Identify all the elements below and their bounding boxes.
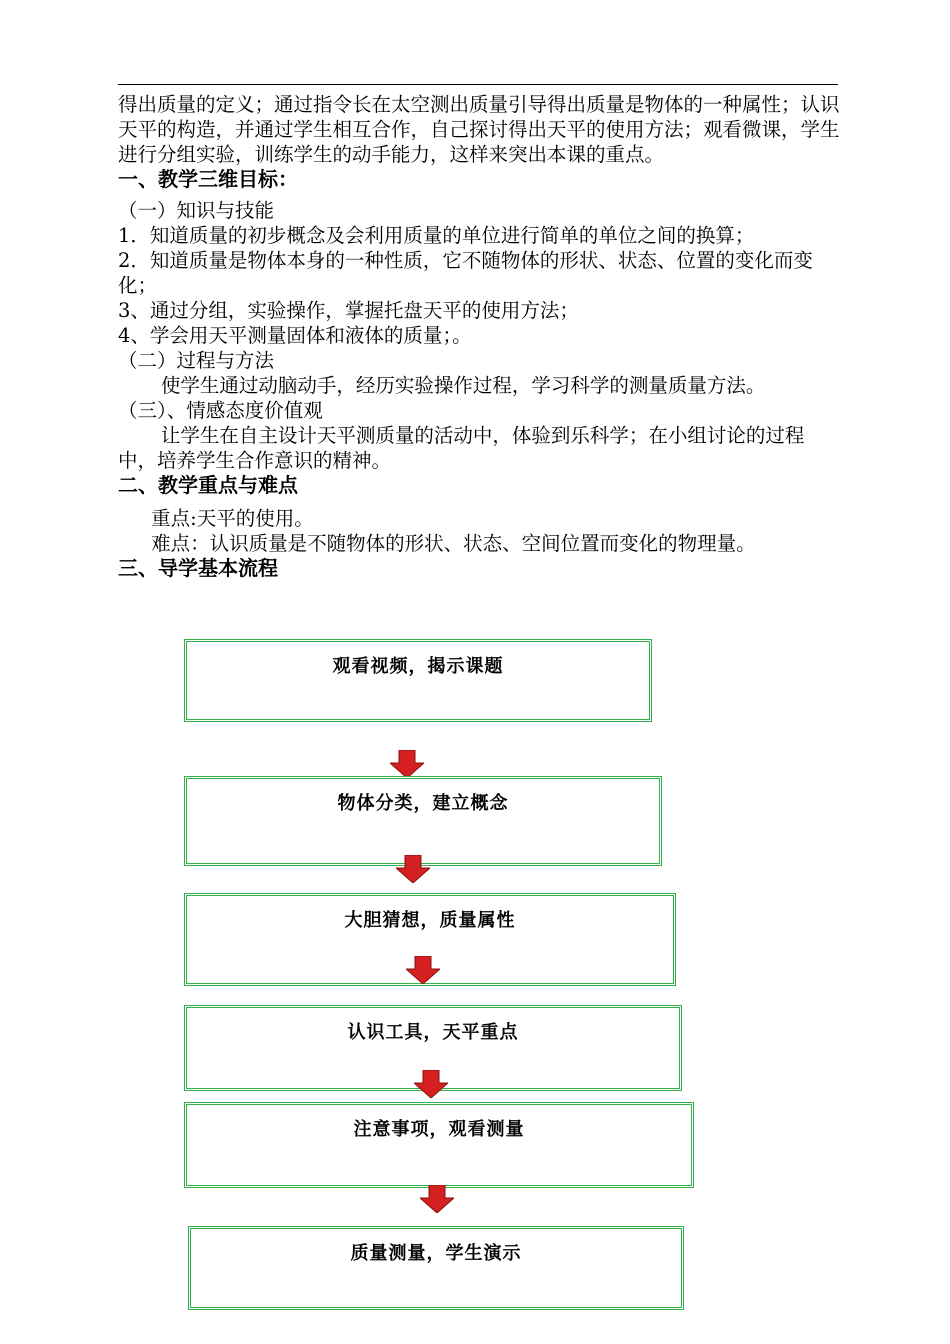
key-point: 重点:天平的使用。 xyxy=(151,507,314,530)
flow-box-5-label: 注意事项，观看测量 xyxy=(353,1119,525,1140)
intro-paragraph: 得出质量的定义；通过指令长在太空测出质量引导得出质量是物体的一种属性；认识天平的构造，并通过学生相互合作，自己探讨得出天平的使用方法；观看微课，学生进行分组实验，训练学生的动手能力，这样来突出本课的重点。 xyxy=(118,93,840,166)
sub1-heading: （一）知识与技能 xyxy=(118,199,275,222)
section2-heading: 二、教学重点与难点 xyxy=(118,473,298,497)
flow-arrow-1 xyxy=(390,750,424,778)
sub2-text: 使学生通过动脑动手，经历实验操作过程，学习科学的测量质量方法。 xyxy=(160,374,766,397)
flow-arrow-5 xyxy=(420,1185,454,1213)
goal-item-4: 4、学会用天平测量固体和液体的质量；。 xyxy=(118,324,472,347)
flow-arrow-4 xyxy=(414,1070,448,1098)
flow-arrow-3 xyxy=(406,956,440,984)
header-rule xyxy=(118,84,838,85)
goal-item-2: 2．知道质量是物体本身的一种性质，它不随物体的形状、状态、位置的变化而变化； xyxy=(118,249,813,297)
sub3-text: 让学生在自主设计天平测质量的活动中，体验到乐科学；在小组讨论的过程中，培养学生合作意识的精神。 xyxy=(118,424,805,472)
flow-box-3-label: 大胆猜想，质量属性 xyxy=(344,910,516,931)
flow-box-4-label: 认识工具，天平重点 xyxy=(347,1022,519,1043)
flow-box-1-label: 观看视频，揭示课题 xyxy=(332,656,504,677)
difficulty-point: 难点：认识质量是不随物体的形状、状态、空间位置而变化的物理量。 xyxy=(151,532,756,555)
flow-box-6-label: 质量测量，学生演示 xyxy=(350,1243,522,1264)
sub3-heading: （三）、情感态度价值观 xyxy=(118,399,323,422)
section3-heading: 三、导学基本流程 xyxy=(118,556,278,580)
flow-box-2-label: 物体分类，建立概念 xyxy=(337,793,509,814)
flow-box-1 xyxy=(184,639,652,722)
section1-heading: 一、教学三维目标： xyxy=(118,167,298,191)
goal-item-1: 1．知道质量的初步概念及会利用质量的单位进行简单的单位之间的换算； xyxy=(118,224,755,247)
sub2-heading: （二）过程与方法 xyxy=(118,349,275,372)
document-body xyxy=(118,92,840,581)
goal-item-3: 3、通过分组，实验操作，掌握托盘天平的使用方法； xyxy=(118,299,579,322)
flow-box-2 xyxy=(184,776,662,866)
flow-box-5 xyxy=(184,1102,694,1188)
flow-arrow-2 xyxy=(396,855,430,883)
flow-box-6 xyxy=(188,1226,684,1310)
